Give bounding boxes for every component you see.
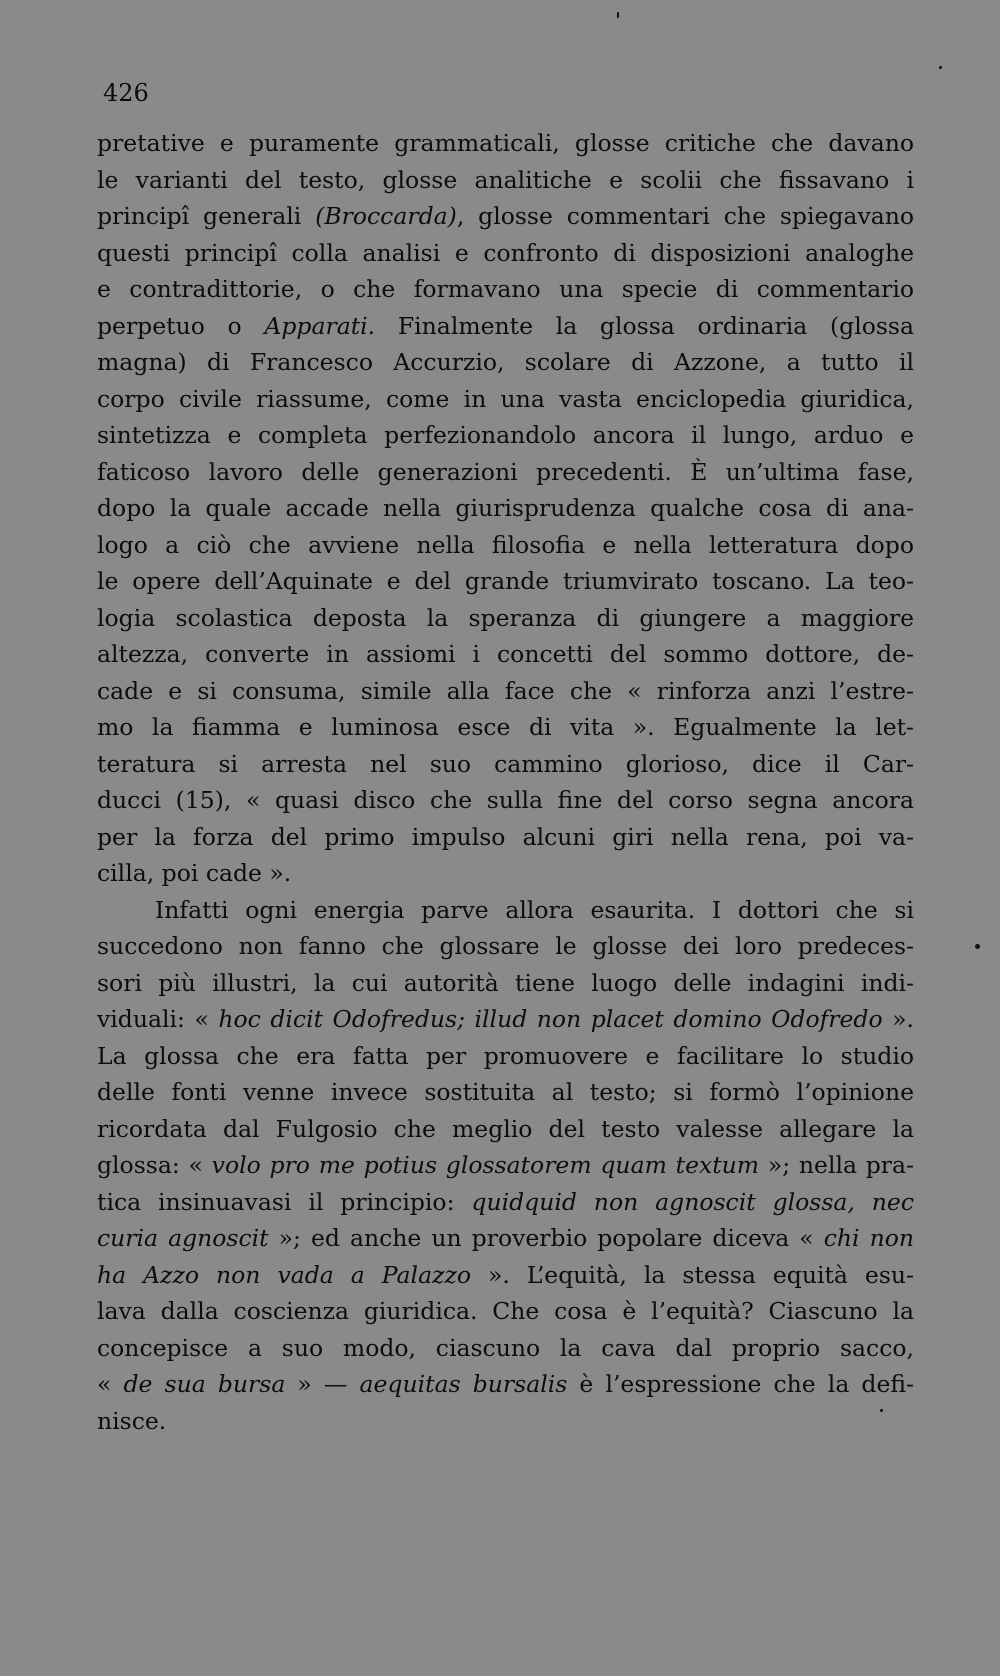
text-line <box>97 673 914 710</box>
text-segment: , glosse commentari che spiegavano <box>456 202 914 230</box>
text-segment: « <box>97 1370 124 1398</box>
text-segment: principî generali <box>97 202 316 230</box>
italic-segment: aequitas bursalis <box>359 1370 568 1398</box>
text-line <box>97 1366 914 1403</box>
text-line <box>97 308 914 345</box>
text-segment: ». <box>882 1005 914 1033</box>
italic-segment: chi non <box>823 1224 914 1252</box>
text-line <box>97 1038 914 1075</box>
italic-segment: de sua bursa <box>123 1370 286 1398</box>
text-line <box>97 381 914 418</box>
text-line <box>97 563 914 600</box>
text-segment: ». L’equità, la stessa equità esu- <box>471 1260 914 1289</box>
text-line <box>97 344 914 381</box>
text-segment: logia scolastica deposta la speranza di giungere a maggiore <box>97 603 914 632</box>
text-line <box>97 1257 914 1294</box>
text-segment: lava dalla coscienza giuridica. Che cosa è l’equità? Ciascuno la <box>97 1297 914 1325</box>
italic-segment: ha Azzo non vada a Palazzo <box>97 1260 471 1289</box>
text-segment: le varianti del testo, glosse analitiche e scolii che fissavano i <box>97 165 914 194</box>
text-line <box>97 235 914 272</box>
text-segment: cilla, poi cade ». <box>97 859 292 887</box>
text-segment: per la forza del primo impulso alcuni giri nella rena, poi va- <box>97 822 914 851</box>
text-line <box>97 1403 914 1440</box>
scan-speck <box>880 1409 883 1412</box>
italic-segment: (Broccarda) <box>315 202 457 230</box>
text-line <box>97 965 914 1002</box>
text-segment: mo la fiamma e luminosa esce di vita ». Egualmente la let- <box>97 713 914 741</box>
text-segment: nisce. <box>97 1406 167 1435</box>
text-segment: glossa: « <box>97 1151 212 1179</box>
text-segment: è l’espressione che la defi- <box>567 1370 914 1398</box>
text-segment: magna) di Francesco Accurzio, scolare di Azzone, a tutto il <box>97 348 914 376</box>
text-line <box>97 1147 914 1184</box>
text-line <box>97 271 914 308</box>
text-segment: altezza, converte in assiomi i concetti del sommo dottore, de- <box>97 640 914 668</box>
text-segment: perpetuo o <box>97 311 265 340</box>
scan-speck <box>975 944 980 949</box>
text-segment: » — <box>285 1370 360 1398</box>
text-segment: faticoso lavoro delle generazioni precedenti. È un’ultima fase, <box>97 457 914 486</box>
text-segment: »; ed anche un proverbio popolare diceva « <box>268 1224 824 1252</box>
text-segment: sintetizza e completa perfezionandolo ancora il lungo, arduo e <box>97 421 914 449</box>
text-line <box>97 892 914 929</box>
text-line <box>97 1074 914 1111</box>
text-segment: »; nella pra- <box>759 1151 914 1179</box>
text-line <box>97 1220 914 1257</box>
text-segment: delle fonti venne invece sostituita al testo; si formò l’opinione <box>97 1078 914 1106</box>
text-line <box>97 490 914 527</box>
text-line <box>97 1001 914 1038</box>
text-line <box>97 782 914 819</box>
text-segment: Finalmente la glossa ordinaria (glossa <box>375 311 914 340</box>
text-segment: Infatti ogni energia parve allora esaurita. I dottori che si <box>155 895 914 924</box>
text-segment: corpo civile riassume, come in una vasta enciclopedia giuridica, <box>97 384 914 413</box>
text-line <box>97 527 914 564</box>
text-segment: questi principî colla analisi e confronto di disposizioni analoghe <box>97 238 914 267</box>
text-segment: sori più illustri, la cui autorità tiene luogo delle indagini indi- <box>97 968 914 997</box>
text-line <box>97 1111 914 1148</box>
text-line <box>97 636 914 673</box>
text-line <box>97 819 914 856</box>
text-line <box>97 162 914 199</box>
text-segment: logo a ciò che avviene nella filosofia e nella letteratura dopo <box>97 530 914 559</box>
text-segment: tica insinuavasi il principio: <box>97 1187 472 1216</box>
text-segment: viduali: « <box>97 1005 219 1033</box>
text-segment: La glossa che era fatta per promuovere e facilitare lo studio <box>97 1041 914 1070</box>
text-segment: pretative e puramente grammaticali, glosse critiche che davano <box>97 129 914 157</box>
italic-segment: Apparati. <box>264 311 376 340</box>
text-line <box>97 1330 914 1367</box>
text-line <box>97 928 914 965</box>
text-line <box>97 746 914 783</box>
italic-segment: quidquid non agnoscit glossa, nec <box>471 1187 914 1216</box>
text-segment: teratura si arresta nel suo cammino glorioso, dice il Car- <box>97 749 914 778</box>
page-number: 426 <box>103 79 149 107</box>
italic-segment: hoc dicit Odofredus; illud non placet domino Odofredo <box>218 1005 883 1033</box>
text-line <box>97 454 914 491</box>
body-text <box>97 125 914 1439</box>
text-segment: dopo la quale accade nella giurisprudenza qualche cosa di ana- <box>97 494 914 522</box>
text-line <box>97 855 914 892</box>
text-segment: ricordata dal Fulgosio che meglio del testo valesse allegare la <box>97 1114 914 1143</box>
text-line <box>97 198 914 235</box>
italic-segment: volo pro me potius glossatorem quam textum <box>211 1151 760 1179</box>
text-segment: ducci (15), « quasi disco che sulla fine del corso segna ancora <box>97 786 914 814</box>
text-line <box>97 417 914 454</box>
scan-speck <box>939 66 942 69</box>
text-segment: concepisce a suo modo, ciascuno la cava dal proprio sacco, <box>97 1333 914 1362</box>
text-line <box>97 600 914 637</box>
text-line <box>97 709 914 746</box>
text-segment: cade e si consuma, simile alla face che « rinforza anzi l’estre- <box>97 676 914 705</box>
text-line <box>97 1293 914 1330</box>
scan-speck <box>617 12 619 18</box>
italic-segment: curia agnoscit <box>97 1224 269 1252</box>
text-line <box>97 1184 914 1221</box>
text-segment: e contradittorie, o che formavano una specie di commentario <box>97 275 914 303</box>
text-segment: succedono non fanno che glossare le glosse dei loro predeces- <box>97 932 914 960</box>
text-segment: le opere dell’Aquinate e del grande triumvirato toscano. La teo- <box>97 567 914 595</box>
text-line <box>97 125 914 162</box>
